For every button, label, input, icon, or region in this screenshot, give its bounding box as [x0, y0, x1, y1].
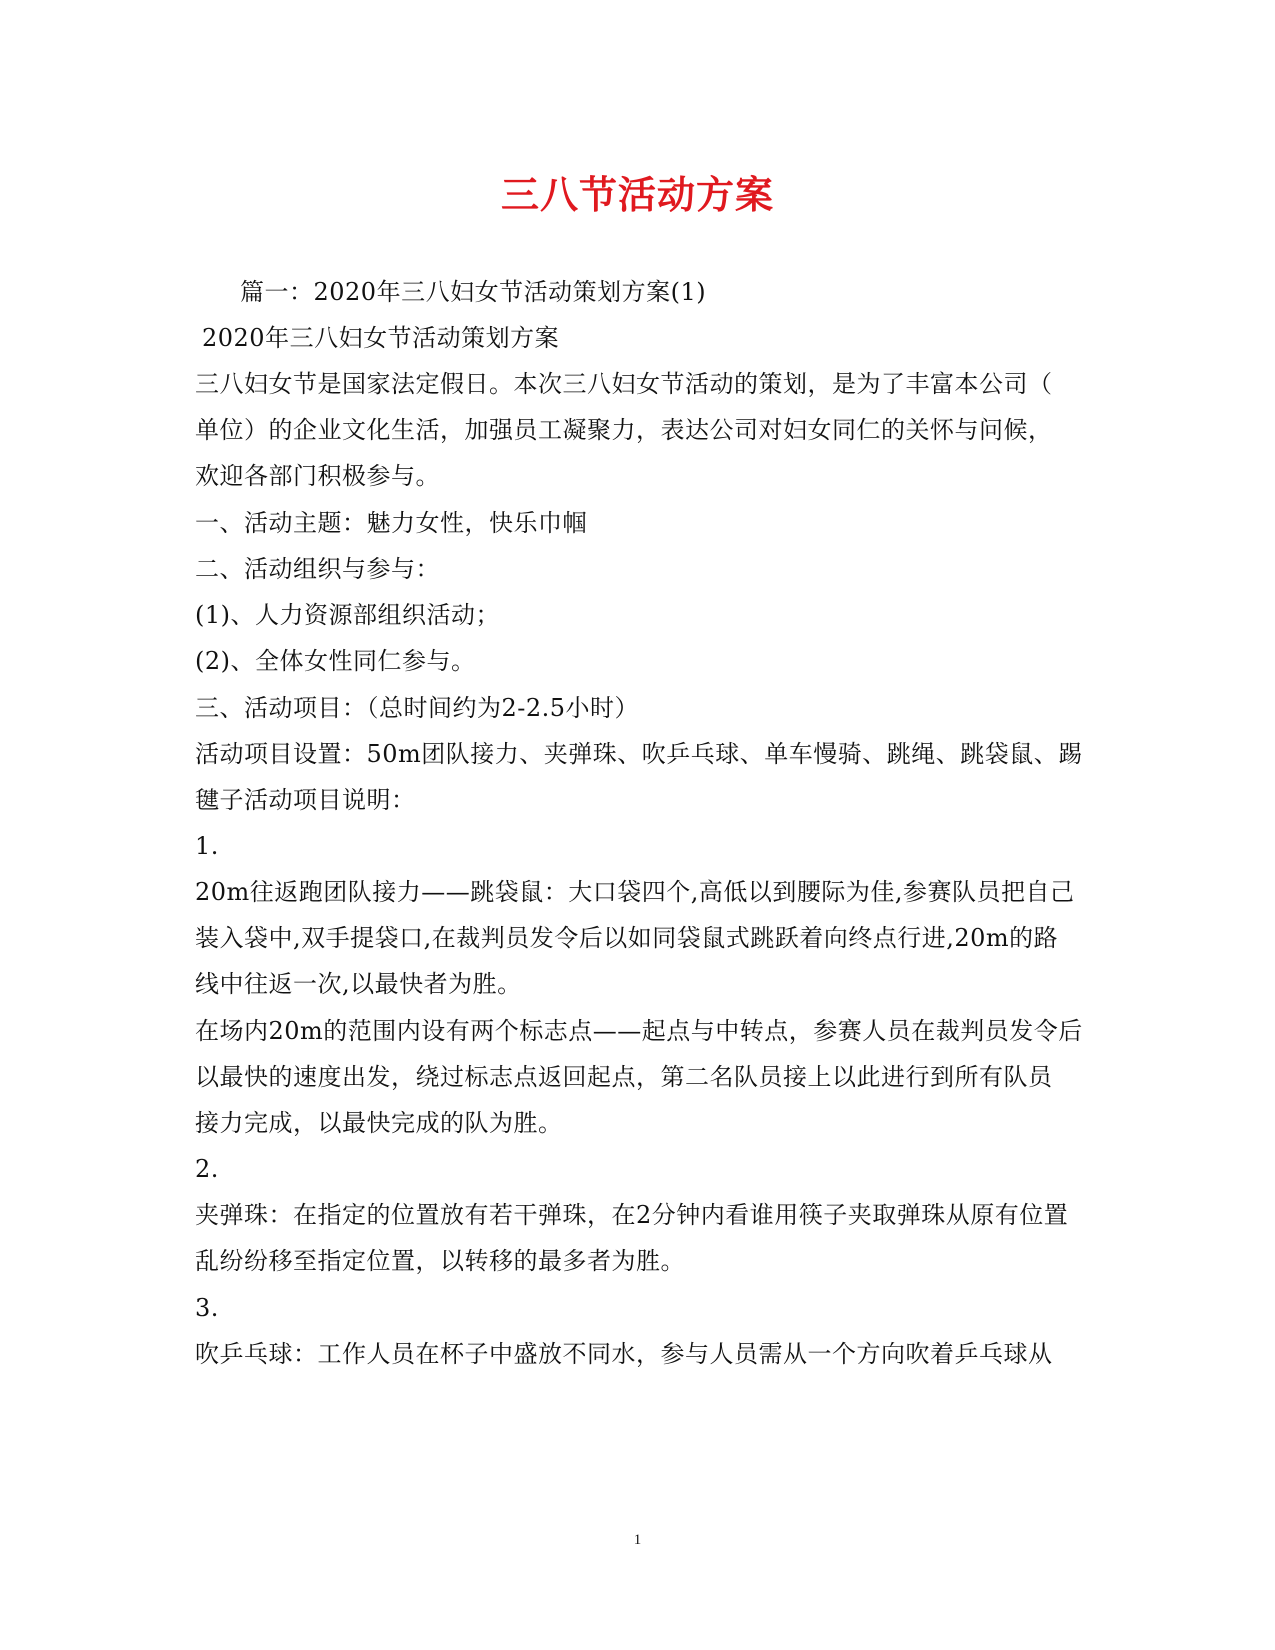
text-line: 在场内20m的范围内设有两个标志点——起点与中转点，参赛人员在裁判员发令后 [195, 1017, 1083, 1045]
text-line: 三、活动项目：（总时间约为2-2.5小时） [195, 694, 640, 722]
text-line: 乱纷纷移至指定位置，以转移的最多者为胜。 [195, 1247, 685, 1275]
text-line: 二、活动组织与参与： [195, 555, 440, 583]
text-line: 单位）的企业文化生活，加强员工凝聚力，表达公司对妇女同仁的关怀与问候， [195, 416, 1053, 444]
text-line: (2)、全体女性同仁参与。 [195, 647, 476, 675]
text-line: 吹乒乓球：工作人员在杯子中盛放不同水，参与人员需从一个方向吹着乒乓球从 [195, 1340, 1053, 1368]
text-line: 毽子活动项目说明： [195, 786, 416, 814]
text-line: 2020年三八妇女节活动策划方案 [202, 324, 560, 352]
text-line: 装入袋中,双手提袋口,在裁判员发令后以如同袋鼠式跳跃着向终点行进,20m的路 [195, 924, 1059, 952]
page-number: 1 [633, 1532, 642, 1548]
text-line: (1)、人力资源部组织活动； [195, 601, 500, 629]
text-line: 线中往返一次,以最快者为胜。 [195, 970, 522, 998]
text-line: 以最快的速度出发，绕过标志点返回起点，第二名队员接上以此进行到所有队员 [195, 1063, 1053, 1091]
text-line: 20m往返跑团队接力——跳袋鼠：大口袋四个,高低以到腰际为佳,参赛队员把自己 [195, 878, 1075, 906]
text-line: 接力完成，以最快完成的队为胜。 [195, 1109, 563, 1137]
text-line: 一、活动主题：魅力女性，快乐巾帼 [195, 509, 587, 537]
text-line: 欢迎各部门积极参与。 [195, 462, 440, 490]
text-line: 三八妇女节是国家法定假日。本次三八妇女节活动的策划，是为了丰富本公司（ [195, 370, 1053, 398]
text-line: 活动项目设置：50m团队接力、夹弹珠、吹乒乓球、单车慢骑、跳绳、跳袋鼠、踢 [195, 740, 1083, 768]
text-line: 篇一：2020年三八妇女节活动策划方案(1) [240, 278, 707, 306]
text-line: 2. [195, 1155, 219, 1183]
document-title: 三八节活动方案 [500, 172, 774, 217]
text-line: 夹弹珠：在指定的位置放有若干弹珠，在2分钟内看谁用筷子夹取弹珠从原有位置 [195, 1201, 1069, 1229]
text-line: 1. [195, 832, 219, 860]
text-line: 3. [195, 1294, 219, 1322]
